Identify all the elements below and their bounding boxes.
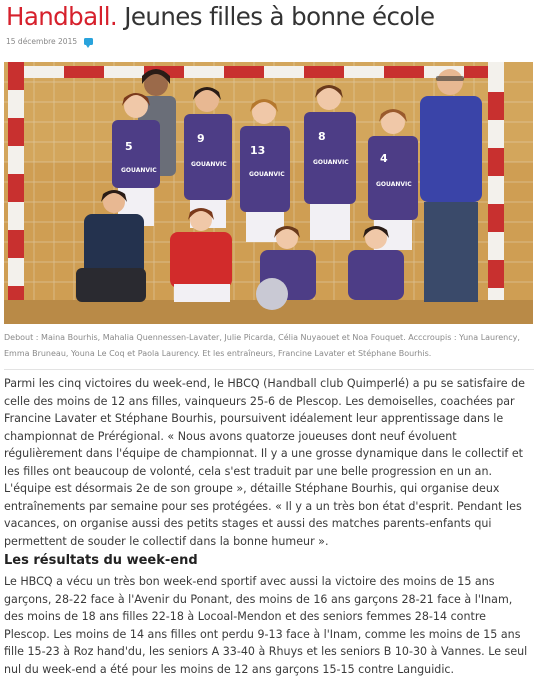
separator — [4, 369, 534, 370]
jersey-number: 9 — [197, 132, 205, 145]
team-photo — [4, 62, 533, 324]
comment-icon[interactable] — [84, 38, 93, 45]
team-photo-illustration — [4, 62, 533, 324]
article-paragraph-2: Le HBCQ a vécu un très bon week-end sportif avec aussi la victoire des moins de 15 ans garçons, 28-22 face à l'Avenir du Ponant, des moins de 16 ans garçons 28-21 face à l'Inam, des moins de 18 ans filles 22-18 à Locoal-Mendon et des seniors femmes 28-14 contre Plescop. Les moins de 14 ans filles ont perdu 9-13 face à l'Inam, comme les moins de 15 ans fille 15-23 à Roz hand'du, les seniors A 33-40 à Rhuys et les seniors B 10-30 à Vannes. Le seul nul du week-end a été pour les moins de 12 ans garçons 15-15 contre Languidic. — [4, 575, 528, 676]
jersey-number: 8 — [318, 130, 326, 143]
jersey-number: 13 — [250, 144, 266, 157]
article-date: 15 décembre 2015 — [6, 36, 78, 46]
article-meta — [6, 35, 93, 47]
article-title: Jeunes filles à bonne école — [124, 2, 435, 31]
article-headline — [6, 2, 538, 32]
jersey-number: 4 — [380, 152, 388, 165]
jersey-sponsor: GOUANVIC — [376, 181, 412, 188]
jersey-sponsor: GOUANVIC — [249, 171, 285, 178]
jersey-sponsor: GOUANVIC — [313, 159, 349, 166]
photo-caption: Debout : Maina Bourhis, Mahalia Quennessen-Lavater, Julie Picarda, Célia Nuyaouet et Noa Fouquet. Acccroupis : Yuna Laurency, Emma Bruneau, Youna Le Coq et Paola Laurency. Et les entraîneurs, Francine Lavater et Stéphane Bourhis. — [4, 333, 520, 358]
article-paragraph-1: Parmi les cinq victoires du week-end, le HBCQ (Handball club Quimperlé) a pu se satisfaire de celle des moins de 12 ans filles, vainqueurs 25-6 de Plescop. Les demoiselles, coachées par Francine Lavater et Stéphane Bourhis, poursuivent idéalement leur apprentissage dans le championnat de Prérégional. « Nous avons quatorze joueuses dont neuf évoluent régulièrement dans l'équipe de championnat. Il y a une grosse dynamique dans le collectif et les filles ont beaucoup de volonté, cela s'est traduit par une belle progression en un an. L'équipe est désormais 2e de son groupe », détaille Stéphane Bourhis, qui organise deux entraînements par semaine pour ses protégées. « Il y a un très bon état d'esprit. Pendant les vacances, on organise aussi des petits stages et aussi des matches parents-enfants qui permettent de souder le collectif dans la bonne humeur ». — [4, 377, 525, 548]
article-category[interactable]: Handball. — [6, 2, 118, 31]
jersey-number: 5 — [125, 140, 133, 153]
jersey-sponsor: GOUANVIC — [121, 167, 157, 174]
coach-man — [420, 69, 482, 302]
section-heading: Les résultats du week-end — [4, 553, 198, 568]
jersey-sponsor: GOUANVIC — [191, 161, 227, 168]
